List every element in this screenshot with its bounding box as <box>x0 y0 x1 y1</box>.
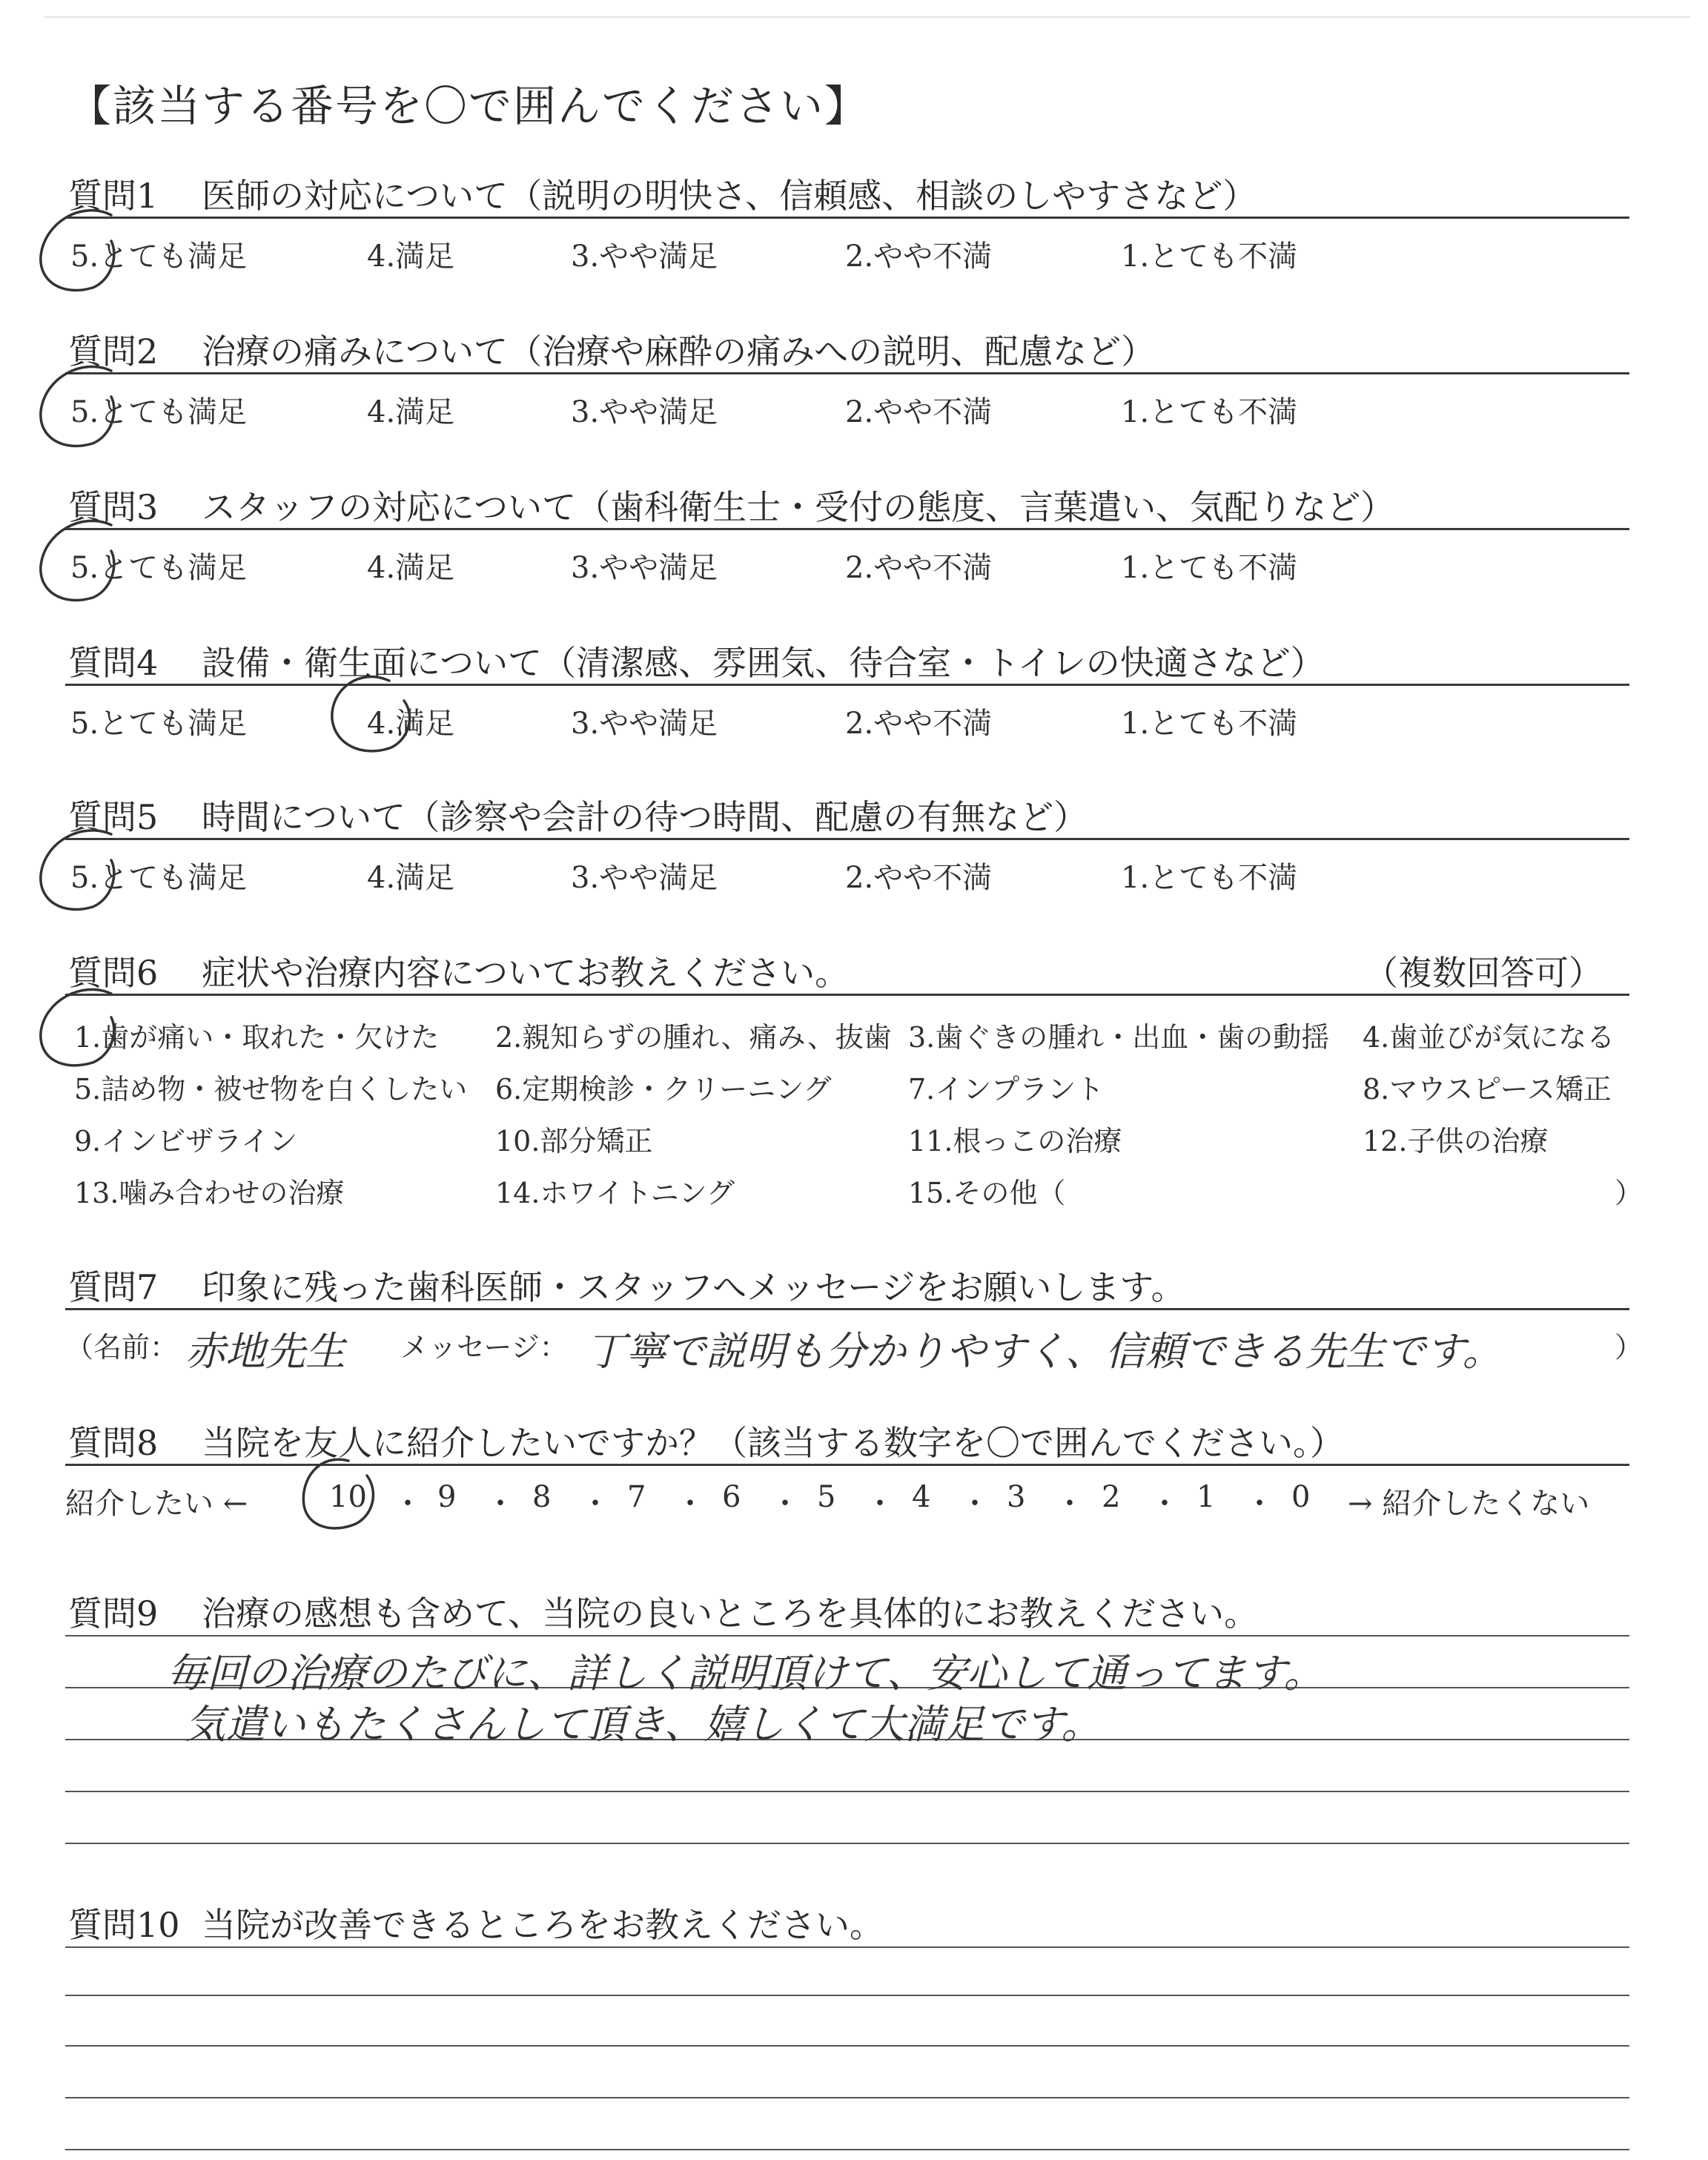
q9-answer-line <box>65 1843 1629 1844</box>
q6-note: （複数回答可） <box>1364 953 1603 993</box>
q4-rule <box>65 684 1629 686</box>
q2-option-3[interactable]: 3.やや満足 <box>571 395 718 429</box>
q6-item-6[interactable]: 6.定期検診・クリーニング <box>495 1073 832 1106</box>
q1-option-5[interactable]: 5.とても満足 <box>70 240 248 274</box>
q5-option-1[interactable]: 1.とても不満 <box>1121 861 1298 895</box>
q8-sep: ・ <box>770 1487 800 1521</box>
q7-message-value[interactable]: 丁寧で説明も分かりやすく、信頼できる先生です。 <box>586 1328 1503 1375</box>
q10-answer-line <box>65 1995 1629 1996</box>
q7-close-paren: ） <box>1615 1331 1644 1364</box>
q3-option-5[interactable]: 5.とても満足 <box>70 551 248 585</box>
q8-score-6[interactable]: 6 <box>722 1480 741 1514</box>
q8-score-4[interactable]: 4 <box>912 1480 931 1514</box>
q9-answer-line <box>65 1791 1629 1792</box>
q8-sep: ・ <box>486 1487 515 1521</box>
q8-score-5[interactable]: 5 <box>817 1480 836 1514</box>
q6-item-2[interactable]: 2.親知らずの腫れ、痛み、抜歯 <box>495 1021 892 1054</box>
q1-rule <box>65 217 1629 219</box>
q10-answer-line <box>65 1946 1629 1948</box>
top-border <box>44 16 1690 18</box>
q9-answer-line-2[interactable]: 気遣いもたくさんして頂き、嬉しくて大満足です。 <box>185 1701 1102 1748</box>
q3-option-4[interactable]: 4.満足 <box>367 551 455 585</box>
q8-score-2[interactable]: 2 <box>1102 1480 1121 1514</box>
q7-rule <box>65 1308 1629 1310</box>
q2-label: 質問2 <box>68 331 159 371</box>
q1-text: 医師の対応について（説明の明快さ、信頼感、相談のしやすさなど） <box>202 176 1257 216</box>
q8-sep: ・ <box>865 1487 895 1521</box>
q9-label: 質問9 <box>68 1593 159 1634</box>
q8-text: 当院を友人に紹介したいですか？（該当する数字を〇で囲んでください。） <box>202 1423 1344 1463</box>
q8-label: 質問8 <box>68 1423 159 1463</box>
q4-option-5[interactable]: 5.とても満足 <box>70 707 248 741</box>
q8-score-10[interactable]: 10 <box>329 1480 367 1514</box>
q8-sep: ・ <box>1150 1487 1179 1521</box>
q3-option-2[interactable]: 2.やや不満 <box>845 551 993 585</box>
q10-text: 当院が改善できるところをお教えください。 <box>202 1905 884 1945</box>
q10-answer-line <box>65 2149 1629 2150</box>
q3-option-1[interactable]: 1.とても不満 <box>1121 551 1298 585</box>
q8-score-7[interactable]: 7 <box>627 1480 646 1514</box>
q1-label: 質問1 <box>68 176 159 216</box>
q9-answer-line-1[interactable]: 毎回の治療のたびに、詳しく説明頂けて、安心して通ってます。 <box>167 1650 1324 1697</box>
q5-rule <box>65 838 1629 840</box>
q7-message-label: メッセージ： <box>400 1331 568 1364</box>
q6-rule <box>65 994 1629 996</box>
q8-score-8[interactable]: 8 <box>532 1480 552 1514</box>
q2-text: 治療の痛みについて（治療や麻酔の痛みへの説明、配慮など） <box>202 331 1156 371</box>
q7-label: 質問7 <box>68 1267 159 1307</box>
q8-sep: ・ <box>1245 1487 1274 1521</box>
q1-option-3[interactable]: 3.やや満足 <box>571 240 718 274</box>
q6-text: 症状や治療内容についてお教えください。 <box>202 953 850 993</box>
q8-score-1[interactable]: 1 <box>1196 1480 1216 1514</box>
q3-rule <box>65 528 1629 530</box>
q8-sep: ・ <box>393 1487 423 1521</box>
q4-option-3[interactable]: 3.やや満足 <box>571 707 718 741</box>
q6-item-5[interactable]: 5.詰め物・被せ物を白くしたい <box>74 1073 468 1106</box>
q6-item-8[interactable]: 8.マウスピース矯正 <box>1363 1073 1612 1106</box>
q6-item-4[interactable]: 4.歯並びが気になる <box>1363 1021 1615 1054</box>
q4-option-1[interactable]: 1.とても不満 <box>1121 707 1298 741</box>
q6-item-14[interactable]: 14.ホワイトニング <box>495 1177 735 1209</box>
q2-rule <box>65 372 1629 374</box>
q1-option-4[interactable]: 4.満足 <box>367 240 455 274</box>
q6-item-11[interactable]: 11.根っこの治療 <box>908 1125 1122 1157</box>
q2-option-5[interactable]: 5.とても満足 <box>70 395 248 429</box>
q4-option-4[interactable]: 4.満足 <box>367 707 455 741</box>
q10-label: 質問10 <box>68 1905 180 1945</box>
q2-option-1[interactable]: 1.とても不満 <box>1121 395 1298 429</box>
q8-rule <box>65 1464 1629 1466</box>
q5-option-4[interactable]: 4.満足 <box>367 861 455 895</box>
q9-text: 治療の感想も含めて、当院の良いところを具体的にお教えください。 <box>202 1593 1259 1634</box>
q5-label: 質問5 <box>68 797 159 837</box>
q5-option-3[interactable]: 3.やや満足 <box>571 861 718 895</box>
q10-answer-line <box>65 2045 1629 2047</box>
q8-left-label: 紹介したい ← <box>65 1487 248 1521</box>
q5-option-5[interactable]: 5.とても満足 <box>70 861 248 895</box>
q8-score-9[interactable]: 9 <box>437 1480 457 1514</box>
q6-other-close: ） <box>1615 1177 1644 1209</box>
q4-text: 設備・衛生面について（清潔感、雰囲気、待合室・トイレの快適さなど） <box>202 643 1325 683</box>
q2-option-2[interactable]: 2.やや不満 <box>845 395 993 429</box>
q8-score-3[interactable]: 3 <box>1007 1480 1026 1514</box>
q6-label: 質問6 <box>68 953 159 993</box>
q6-item-12[interactable]: 12.子供の治療 <box>1363 1125 1549 1157</box>
q5-option-2[interactable]: 2.やや不満 <box>845 861 993 895</box>
q7-name-label: （名前： <box>65 1331 179 1364</box>
q3-option-3[interactable]: 3.やや満足 <box>571 551 718 585</box>
form-header: 【該当する番号を〇で囲んでください】 <box>68 81 870 131</box>
q8-right-label: → 紹介したくない <box>1348 1487 1590 1521</box>
q3-text: スタッフの対応について（歯科衛生士・受付の態度、言葉遣い、気配りなど） <box>202 487 1395 527</box>
q6-item-1[interactable]: 1.歯が痛い・取れた・欠けた <box>74 1021 440 1054</box>
q7-name-value[interactable]: 赤地先生 <box>185 1328 345 1375</box>
q1-option-1[interactable]: 1.とても不満 <box>1121 240 1298 274</box>
q3-label: 質問3 <box>68 487 159 527</box>
q9-answer-line <box>65 1635 1629 1636</box>
q8-score-0[interactable]: 0 <box>1291 1480 1311 1514</box>
q4-option-2[interactable]: 2.やや不満 <box>845 707 993 741</box>
q7-text: 印象に残った歯科医師・スタッフへメッセージをお願いします。 <box>202 1267 1185 1307</box>
q8-sep: ・ <box>580 1487 610 1521</box>
q6-item-13[interactable]: 13.噛み合わせの治療 <box>74 1177 345 1209</box>
q8-sep: ・ <box>1055 1487 1085 1521</box>
q10-answer-line <box>65 2097 1629 2098</box>
q6-item-3[interactable]: 3.歯ぐきの腫れ・出血・歯の動揺 <box>908 1021 1330 1054</box>
q8-sep: ・ <box>960 1487 990 1521</box>
q2-option-4[interactable]: 4.満足 <box>367 395 455 429</box>
q6-item-9[interactable]: 9.インビザライン <box>74 1125 298 1157</box>
q6-item-7[interactable]: 7.インプラント <box>908 1073 1105 1106</box>
q4-label: 質問4 <box>68 643 159 683</box>
q8-sep: ・ <box>675 1487 705 1521</box>
q1-option-2[interactable]: 2.やや不満 <box>845 240 993 274</box>
q6-item-10[interactable]: 10.部分矯正 <box>495 1125 653 1157</box>
q6-item-15[interactable]: 15.その他（ <box>908 1177 1066 1209</box>
q5-text: 時間について（診察や会計の待つ時間、配慮の有無など） <box>202 797 1088 837</box>
